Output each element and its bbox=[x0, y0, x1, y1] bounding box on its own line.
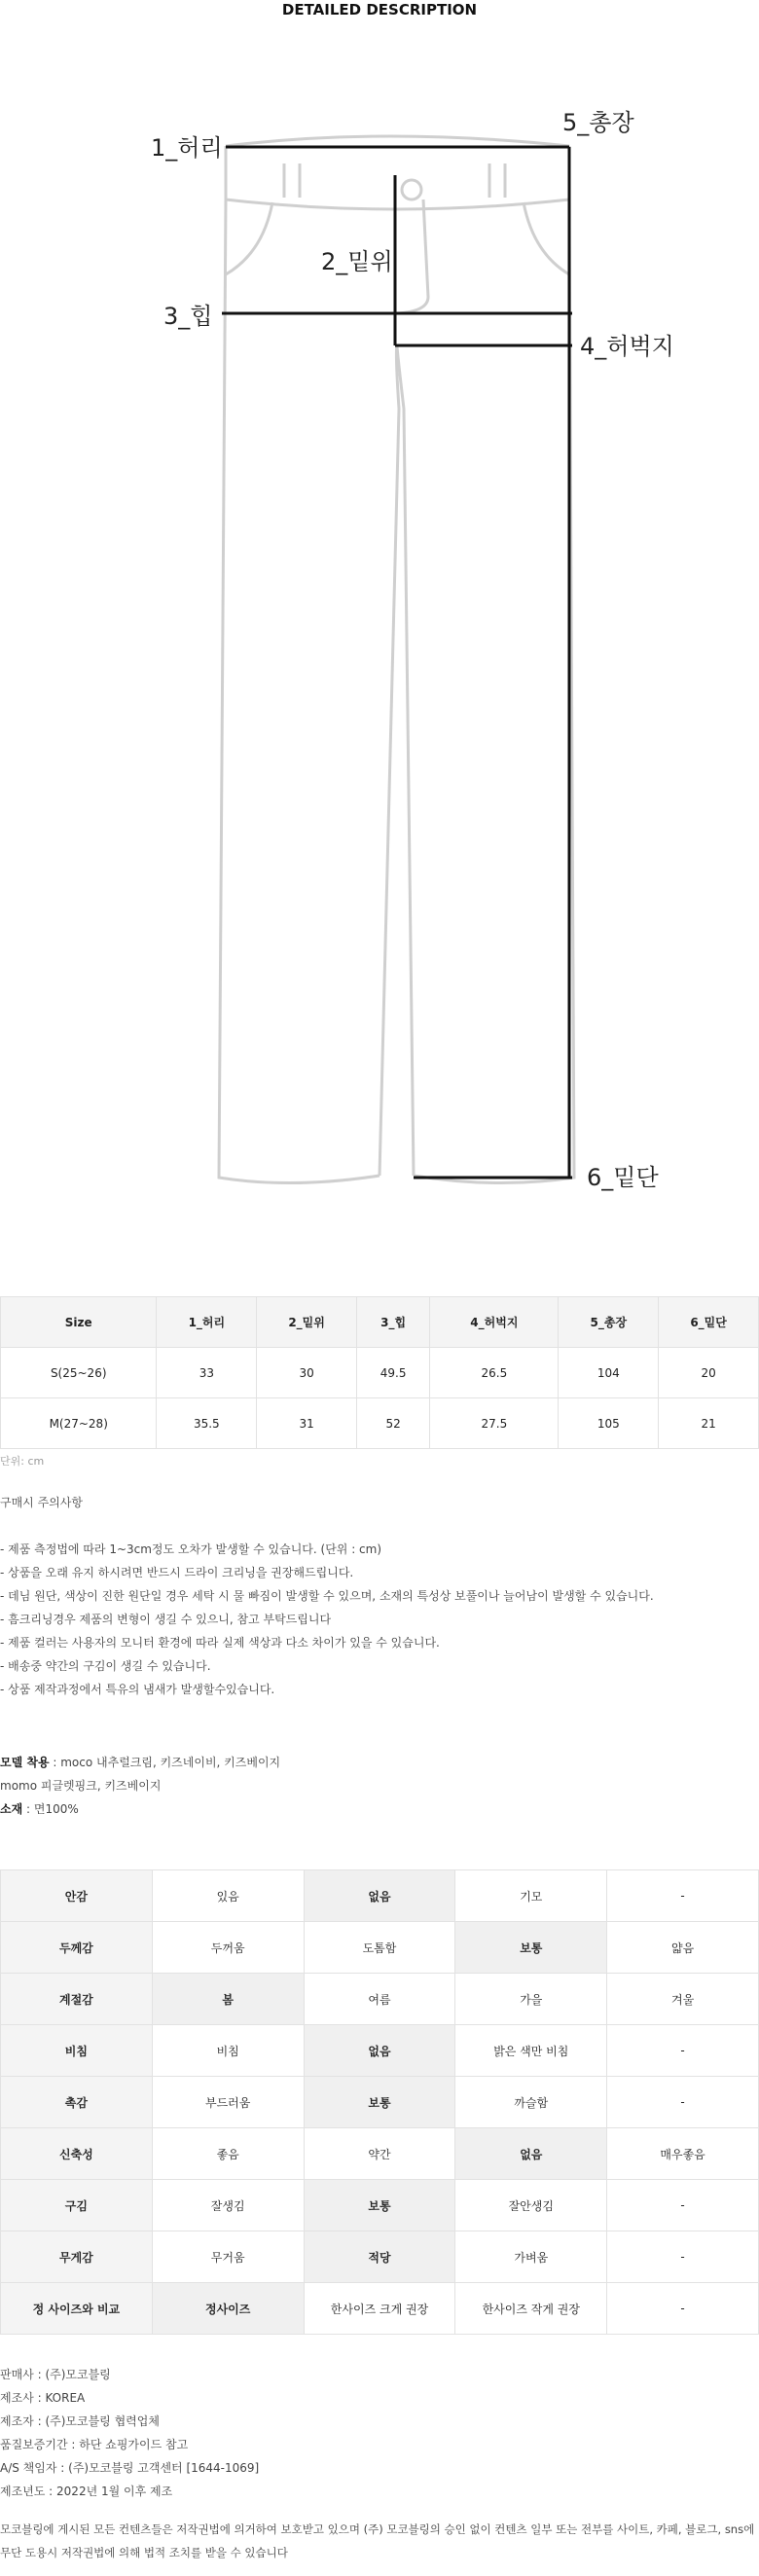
label-rise: 2_밑위 bbox=[321, 248, 393, 275]
header-cell: Size bbox=[1, 1297, 157, 1348]
table-cell: 31 bbox=[257, 1398, 357, 1449]
model-wear-label: 모델 착용 bbox=[0, 1756, 50, 1769]
feel-option: 적당 bbox=[304, 2231, 455, 2283]
feel-option: 한사이즈 작게 권장 bbox=[455, 2283, 607, 2335]
feel-option: - bbox=[607, 2025, 759, 2077]
feel-row bbox=[1, 2077, 759, 2128]
notice-spacer bbox=[0, 1514, 759, 1538]
material-label: 소재 bbox=[0, 1802, 23, 1816]
feel-row bbox=[1, 2025, 759, 2077]
feel-row-label: 구김 bbox=[1, 2180, 153, 2231]
copyright-line: 모코블링에 게시된 모든 컨텐츠들은 저작권법에 의거하여 보호받고 있으며 (주) 모코블링의 승인 없이 컨텐츠 일부 또는 전부를 사이트, 카페, 블로그, sns에 bbox=[0, 2522, 755, 2536]
size-table bbox=[0, 1296, 759, 1449]
label-waist: 1_허리 bbox=[151, 134, 223, 162]
feel-option: 겨울 bbox=[607, 1974, 759, 2025]
pants-measurement-diagram bbox=[0, 0, 759, 1226]
unit-note-block bbox=[0, 1450, 759, 1473]
table-cell: S(25~26) bbox=[1, 1348, 157, 1398]
table-cell: 27.5 bbox=[430, 1398, 559, 1449]
feel-option: - bbox=[607, 1870, 759, 1922]
feel-option: 보통 bbox=[455, 1922, 607, 1974]
product-info-line: 판매사 : (주)모코블링 bbox=[0, 2368, 111, 2381]
table-row bbox=[1, 1348, 759, 1398]
header-cell: 4_허벅지 bbox=[430, 1297, 559, 1348]
feel-option: 좋음 bbox=[152, 2128, 304, 2180]
material-value: : 면100% bbox=[22, 1802, 79, 1816]
feel-row bbox=[1, 2180, 759, 2231]
feel-option: - bbox=[607, 2180, 759, 2231]
product-info-line: 제조사 : KOREA bbox=[0, 2391, 86, 2405]
size-table-header bbox=[1, 1297, 759, 1348]
feel-row-label: 정 사이즈와 비교 bbox=[1, 2283, 153, 2335]
notice-item: - 제품 컬러는 사용자의 모니터 환경에 따라 실제 색상과 다소 차이가 있을 수 있습니다. bbox=[0, 1636, 440, 1650]
table-cell: M(27~28) bbox=[1, 1398, 157, 1449]
feel-option: 없음 bbox=[304, 2025, 455, 2077]
feel-option: - bbox=[607, 2231, 759, 2283]
feel-row-label: 계절감 bbox=[1, 1974, 153, 2025]
product-info-line: A/S 책임자 : (주)모코블링 고객센터 [1644-1069] bbox=[0, 2461, 260, 2475]
feel-option: 가벼움 bbox=[455, 2231, 607, 2283]
page-title: DETAILED DESCRIPTION bbox=[281, 1, 478, 18]
feel-option: 보통 bbox=[304, 2077, 455, 2128]
header-cell: 3_힙 bbox=[356, 1297, 429, 1348]
feel-row bbox=[1, 2128, 759, 2180]
unit-note: 단위: cm bbox=[0, 1455, 45, 1468]
label-hip: 3_힙 bbox=[163, 303, 213, 330]
table-cell: 104 bbox=[559, 1348, 659, 1398]
header-cell: 5_총장 bbox=[559, 1297, 659, 1348]
label-length: 5_총장 bbox=[562, 109, 634, 136]
feel-row bbox=[1, 1922, 759, 1974]
feel-row-label: 안감 bbox=[1, 1870, 153, 1922]
feel-option: 매우좋음 bbox=[607, 2128, 759, 2180]
table-cell: 49.5 bbox=[356, 1348, 429, 1398]
feel-row bbox=[1, 1974, 759, 2025]
material bbox=[0, 1797, 759, 1821]
feel-option: 무거움 bbox=[152, 2231, 304, 2283]
table-row bbox=[1, 1398, 759, 1449]
product-info-line: 제조년도 : 2022년 1월 이후 제조 bbox=[0, 2485, 173, 2498]
model-wear-line2: momo 피글렛핑크, 키즈베이지 bbox=[0, 1779, 162, 1793]
fabric-feel-table bbox=[0, 1869, 759, 2335]
table-cell: 105 bbox=[559, 1398, 659, 1449]
copyright-section bbox=[0, 2518, 759, 2564]
feel-option: 봄 bbox=[152, 1974, 304, 2025]
label-thigh: 4_허벅지 bbox=[580, 333, 674, 360]
feel-row-label: 비침 bbox=[1, 2025, 153, 2077]
product-info-section bbox=[0, 2363, 759, 2503]
table-cell: 26.5 bbox=[430, 1348, 559, 1398]
feel-option: 기모 bbox=[455, 1870, 607, 1922]
feel-option: 잘안생김 bbox=[455, 2180, 607, 2231]
feel-option: 비침 bbox=[152, 2025, 304, 2077]
feel-option: 부드러움 bbox=[152, 2077, 304, 2128]
feel-option: 한사이즈 크게 권장 bbox=[304, 2283, 455, 2335]
feel-option: - bbox=[607, 2077, 759, 2128]
notice-item: - 흠크리닝경우 제품의 변형이 생길 수 있으니, 참고 부탁드립니다 bbox=[0, 1613, 332, 1626]
feel-row bbox=[1, 1870, 759, 1922]
feel-row-label: 촉감 bbox=[1, 2077, 153, 2128]
feel-option: 있음 bbox=[152, 1870, 304, 1922]
table-cell: 21 bbox=[659, 1398, 759, 1449]
model-wear-value: : moco 내추럴크림, 키즈네이비, 키즈베이지 bbox=[49, 1756, 281, 1769]
feel-row bbox=[1, 2283, 759, 2335]
feel-row-label: 두께감 bbox=[1, 1922, 153, 1974]
feel-option: 잘생김 bbox=[152, 2180, 304, 2231]
feel-option: 약간 bbox=[304, 2128, 455, 2180]
product-info-line: 제조자 : (주)모코블링 협력업체 bbox=[0, 2414, 160, 2428]
table-cell: 52 bbox=[356, 1398, 429, 1449]
table-cell: 20 bbox=[659, 1348, 759, 1398]
feel-option: 까슬함 bbox=[455, 2077, 607, 2128]
notice-item: - 데님 원단, 색상이 진한 원단일 경우 세탁 시 물 빠짐이 발생할 수 있으며, 소재의 특성상 보풀이나 늘어남이 발생할 수 있습니다. bbox=[0, 1589, 654, 1603]
feel-option: 정사이즈 bbox=[152, 2283, 304, 2335]
feel-option: 도톰함 bbox=[304, 1922, 455, 1974]
measurement-lines bbox=[222, 147, 572, 1178]
table-cell: 33 bbox=[157, 1348, 257, 1398]
label-hem: 6_밑단 bbox=[587, 1164, 659, 1191]
notice-title: 구매시 주의사항 bbox=[0, 1496, 83, 1509]
header-cell: 1_허리 bbox=[157, 1297, 257, 1348]
feel-option: 밝은 색만 비침 bbox=[455, 2025, 607, 2077]
notice-item: - 상품을 오래 유지 하시려면 반드시 드라이 크리닝을 권장해드립니다. bbox=[0, 1566, 354, 1579]
header-cell: 2_밑위 bbox=[257, 1297, 357, 1348]
feel-option: 여름 bbox=[304, 1974, 455, 2025]
notice-item: - 상품 제작과정에서 특유의 냄새가 발생할수있습니다. bbox=[0, 1683, 275, 1696]
notice-item: - 제품 측정법에 따라 1~3cm정도 오차가 발생할 수 있습니다. (단위 : cm) bbox=[0, 1542, 382, 1556]
feel-row-label: 무게감 bbox=[1, 2231, 153, 2283]
notice-item: - 배송중 약간의 구김이 생길 수 있습니다. bbox=[0, 1659, 211, 1673]
feel-option: 두꺼움 bbox=[152, 1922, 304, 1974]
header-cell: 6_밑단 bbox=[659, 1297, 759, 1348]
feel-option: 없음 bbox=[304, 1870, 455, 1922]
product-info-line: 품질보증기간 : 하단 쇼핑가이드 참고 bbox=[0, 2438, 189, 2451]
notice-section bbox=[0, 1491, 759, 1701]
table-cell: 30 bbox=[257, 1348, 357, 1398]
table-cell: 35.5 bbox=[157, 1398, 257, 1449]
feel-row bbox=[1, 2231, 759, 2283]
feel-option: 가을 bbox=[455, 1974, 607, 2025]
feel-option: 없음 bbox=[455, 2128, 607, 2180]
feel-row-label: 신축성 bbox=[1, 2128, 153, 2180]
copyright-line: 무단 도용시 저작권법에 의해 법적 조치를 받을 수 있습니다 bbox=[0, 2546, 288, 2559]
feel-option: - bbox=[607, 2283, 759, 2335]
feel-option: 얇음 bbox=[607, 1922, 759, 1974]
feel-option: 보통 bbox=[304, 2180, 455, 2231]
model-section bbox=[0, 1751, 759, 1821]
model-wear bbox=[0, 1751, 759, 1774]
